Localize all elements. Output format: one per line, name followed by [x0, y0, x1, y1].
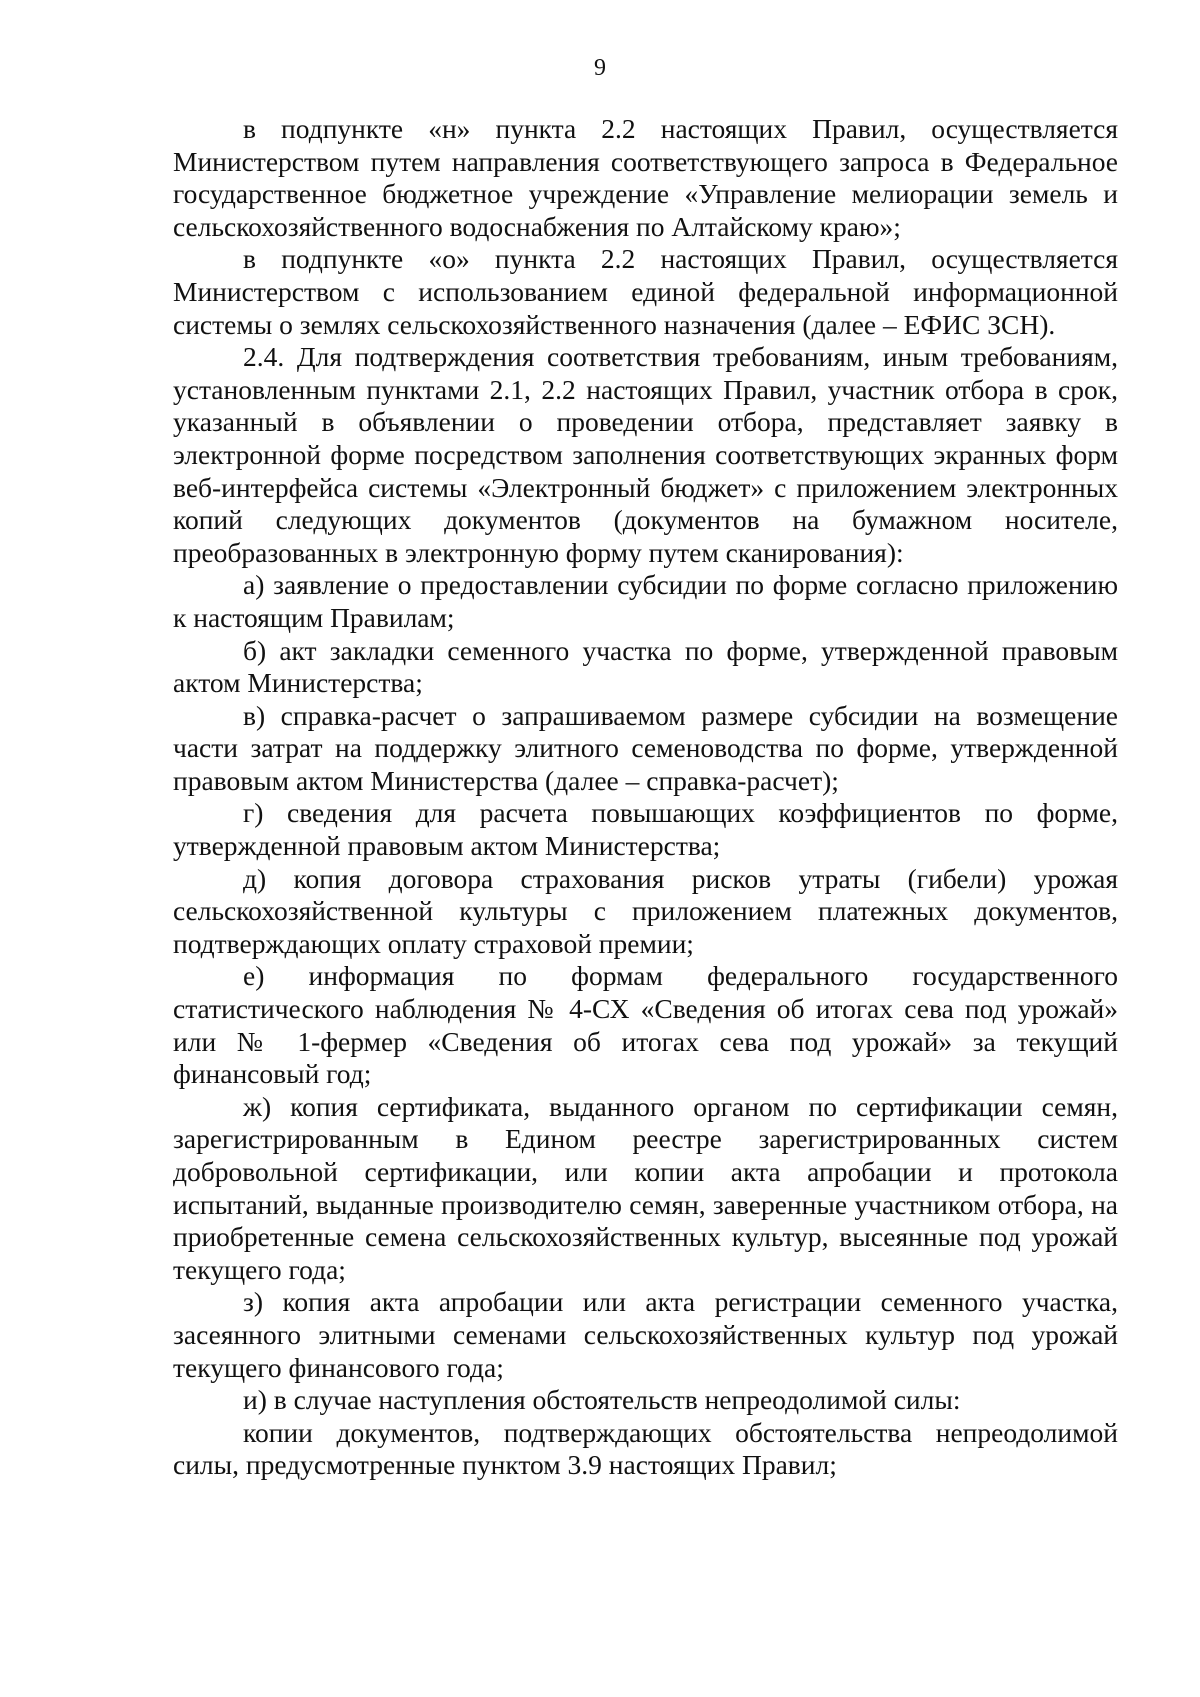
paragraph-item-d: д) копия договора страхования рисков утраты (гибели) урожая сельскохозяйственной культуры с приложением платежных документов, подтверждающих оплату страховой премии;: [173, 862, 1118, 959]
paragraph-item-b: б) акт закладки семенного участка по форме, утвержденной правовым актом Министерства;: [173, 634, 1118, 699]
paragraph-subitem-n: в подпункте «н» пункта 2.2 настоящих Правил, осуществляется Министерством путем направления соответствующего запроса в Федеральное государственное бюджетное учреждение «Управление мелиорации земель и сельскохозяйственного водоснабжения по Алтайскому краю»;: [173, 113, 1118, 242]
paragraph-item-i: и) в случае наступления обстоятельств непреодолимой силы:: [243, 1384, 961, 1416]
paragraph-item-e: е) информация по формам федерального государственного статистического наблюдения № 4-СХ «Сведения об итогах сева под урожай» или № 1-фермер «Сведения об итогах сева под урожай» за текущий финансовый год;: [173, 960, 1118, 1090]
page-number: 9: [594, 55, 606, 81]
paragraph-force-majeure-docs: копии документов, подтверждающих обстоятельства непреодолимой силы, предусмотренные пунктом 3.9 настоящих Правил;: [173, 1416, 1118, 1481]
paragraph-item-g: г) сведения для расчета повышающих коэффициентов по форме, утвержденной правовым актом Министерства;: [173, 797, 1118, 862]
paragraph-item-v: в) справка-расчет о запрашиваемом размере субсидии на возмещение части затрат на поддержку элитного семеноводства по форме, утвержденной правовым актом Министерства (далее – справка-расчет);: [173, 699, 1118, 796]
paragraph-item-zh: ж) копия сертификата, выданного органом по сертификации семян, зарегистрированным в Едином реестре зарегистрированных систем добровольной сертификации, или копии акта апробации и протокола испытаний, выданные производителю семян, заверенные участником отбора, на приобретенные семена сельскохозяйственных культур, высеянные под урожай текущего года;: [173, 1090, 1118, 1285]
paragraph-item-a: а) заявление о предоставлении субсидии по форме согласно приложению к настоящим Правилам;: [173, 569, 1118, 633]
paragraph-2-4: 2.4. Для подтверждения соответствия требованиям, иным требованиям, установленным пунктами 2.1, 2.2 настоящих Правил, участник отбора в срок, указанный в объявлении о проведении отбора, представляет заявку в электронной форме посредством заполнения соответствующих экранных форм веб-интерфейса системы «Электронный бюджет» с приложением электронных копий следующих документов (документов на бумажном носителе, преобразованных в электронную форму путем сканирования):: [173, 341, 1118, 568]
paragraph-subitem-o: в подпункте «о» пункта 2.2 настоящих Правил, осуществляется Министерством с использованием единой федеральной информационной системы о землях сельскохозяйственного назначения (далее – ЕФИС ЗСН).: [173, 243, 1118, 340]
document-body: [173, 113, 1118, 1482]
paragraph-item-z: з) копия акта апробации или акта регистрации семенного участка, засеянного элитными семенами сельскохозяйственных культур под урожай текущего финансового года;: [173, 1286, 1118, 1383]
